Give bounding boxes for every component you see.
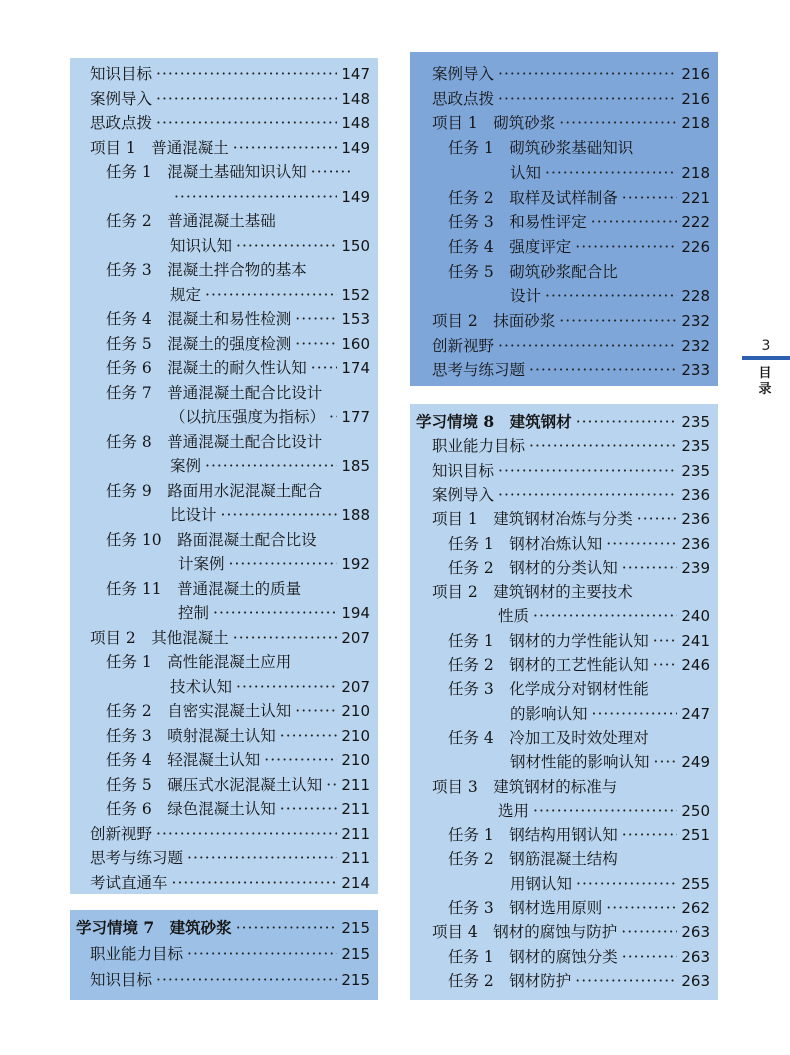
toc-leader-dots [545, 161, 677, 185]
toc-entry-label: 任务 4 轻混凝土认知 [106, 751, 261, 769]
toc-entry-label: 任务 2 钢材的分类认知 [448, 558, 618, 577]
toc-entry-label: 项目 1 建筑钢材冶炼与分类 [432, 510, 633, 529]
toc-entry-page: 216 [681, 65, 710, 83]
toc-entry[interactable] [70, 185, 378, 209]
toc-entry-page: 240 [681, 607, 710, 626]
toc-entry-label: 思考与练习题 [90, 849, 184, 867]
toc-entry-page: 210 [341, 751, 370, 769]
toc-entry[interactable] [410, 847, 718, 871]
toc-entry-label: 任务 2 钢材防护 [448, 971, 572, 990]
toc-entry-label: 技术认知 [170, 677, 233, 696]
toc-entry-label: 任务 6 绿色混凝土认知 [106, 800, 276, 818]
toc-entry[interactable] [70, 942, 378, 966]
side-tab-rule [742, 356, 790, 360]
toc-leader-dots [280, 724, 338, 748]
toc-entry[interactable] [410, 260, 718, 284]
toc-leader-dots [305, 577, 366, 601]
toc-entry-page: 192 [341, 555, 370, 573]
toc-entry-label: 任务 8 普通混凝土配合比设计 [106, 432, 323, 451]
toc-entry[interactable] [410, 459, 718, 483]
toc-leader-dots [156, 62, 337, 86]
toc-leader-dots [576, 410, 678, 434]
toc-entry-label: 任务 3 化学成分对钢材性能 [448, 680, 649, 699]
toc-entry-label: 知识认知 [170, 236, 233, 255]
toc-entry[interactable] [410, 629, 718, 653]
toc-entry-page: 263 [681, 947, 710, 966]
toc-entry[interactable] [410, 507, 718, 531]
toc-leader-dots [622, 556, 678, 580]
toc-entry-label: 创新视野 [432, 336, 495, 355]
toc-entry-label: 任务 1 混凝土基础知识认知 [106, 163, 307, 181]
toc-leader-dots [559, 309, 677, 333]
toc-entry[interactable] [70, 356, 378, 380]
toc-leader-dots [575, 235, 677, 259]
toc-entry[interactable] [70, 62, 378, 86]
toc-entry-label: 任务 3 喷射混凝土认知 [106, 726, 276, 745]
toc-entry-label: 思考与练习题 [432, 361, 526, 380]
toc-entry-label: 钢材性能的影响认知 [510, 753, 650, 772]
toc-entry[interactable] [70, 748, 378, 772]
toc-entry[interactable] [70, 916, 378, 940]
toc-entry-label: （以抗压强度为指标） [170, 408, 326, 426]
toc-entry[interactable] [70, 87, 378, 111]
toc-entry-label: 项目 2 建筑钢材的主要技术 [432, 583, 633, 602]
toc-leader-dots [622, 186, 678, 210]
toc-entry[interactable] [410, 62, 718, 86]
toc-entry-page: 218 [681, 163, 710, 182]
toc-leader-dots [236, 916, 338, 940]
toc-entry-label: 任务 2 取样及试样制备 [448, 188, 618, 207]
toc-entry[interactable] [70, 552, 378, 576]
toc-entry-page: 216 [681, 89, 710, 108]
toc-entry-label: 比设计 [170, 506, 217, 524]
toc-entry[interactable] [410, 186, 718, 210]
toc-entry[interactable] [410, 653, 718, 677]
toc-entry-label: 职业能力目标 [90, 945, 184, 963]
toc-leader-dots [295, 307, 337, 331]
toc-entry[interactable] [410, 556, 718, 580]
toc-entry[interactable] [410, 823, 718, 847]
toc-leader-dots [187, 942, 337, 966]
toc-entry-label: 设计 [510, 287, 542, 306]
toc-leader-dots [156, 111, 337, 135]
toc-entry-page: 247 [681, 704, 710, 723]
toc-entry-label: 任务 1 钢材的力学性能认知 [448, 631, 649, 650]
toc-entry-label: 任务 1 钢材的腐蚀分类 [448, 947, 618, 966]
toc-entry-page: 211 [341, 800, 370, 818]
toc-leader-dots [326, 479, 366, 503]
toc-entry[interactable] [70, 724, 378, 748]
toc-entry-page: 235 [681, 437, 710, 456]
toc-entry[interactable] [70, 234, 378, 258]
toc-entry-page: 215 [341, 919, 370, 937]
toc-chapter7-panel [70, 910, 378, 1000]
toc-leader-dots [622, 945, 678, 969]
toc-entry-page: 148 [341, 89, 370, 108]
toc-leader-dots [311, 258, 366, 282]
toc-entry-label: 案例 [170, 457, 202, 475]
page-number: 3 [761, 338, 771, 354]
toc-entry-page: 149 [341, 187, 370, 206]
toc-entry-label: 项目 1 砌筑砂浆 [432, 114, 556, 133]
toc-entry[interactable] [70, 258, 378, 282]
toc-entry-page: 263 [681, 923, 710, 942]
toc-entry-label: 任务 10 路面混凝土配合比设 [106, 530, 317, 549]
toc-entry-page: 210 [341, 702, 370, 720]
toc-entry[interactable] [70, 503, 378, 527]
toc-leader-dots [326, 381, 366, 405]
toc-leader-dots [172, 871, 338, 895]
toc-entry[interactable] [70, 846, 378, 870]
toc-entry[interactable] [410, 111, 718, 135]
toc-leader-dots [498, 459, 677, 483]
toc-entry[interactable] [410, 532, 718, 556]
toc-entry[interactable] [410, 434, 718, 458]
toc-entry-label: 的影响认知 [510, 704, 588, 723]
toc-entry-page: 215 [341, 945, 370, 963]
toc-entry-label: 案例导入 [90, 89, 153, 108]
toc-entry-page: 211 [341, 849, 370, 867]
toc-leader-dots [545, 284, 677, 308]
toc-entry-page: 147 [341, 65, 370, 83]
toc-entry-label: 规定 [170, 285, 202, 304]
toc-entry[interactable] [410, 604, 718, 628]
toc-entry[interactable] [410, 483, 718, 507]
toc-entry-page: 211 [341, 775, 370, 794]
toc-entry-label: 控制 [178, 604, 210, 622]
toc-leader-dots [621, 775, 706, 799]
toc-entry-page: 153 [341, 310, 370, 328]
toc-entry-label: 案例导入 [432, 65, 495, 83]
toc-leader-dots [187, 846, 337, 870]
toc-right-top-panel [410, 52, 718, 386]
toc-leader-dots [498, 87, 677, 111]
toc-entry-page: 152 [341, 285, 370, 304]
toc-entry-page: 250 [681, 801, 710, 820]
toc-leader-dots [498, 62, 677, 86]
toc-entry[interactable] [410, 702, 718, 726]
toc-entry-page: 232 [681, 336, 710, 355]
toc-leader-dots [213, 601, 337, 625]
toc-leader-dots [533, 799, 677, 823]
toc-leader-dots [637, 580, 706, 604]
toc-entry[interactable] [410, 358, 718, 382]
toc-entry-label: 任务 5 混凝土的强度检测 [106, 334, 292, 353]
toc-entry-label: 知识目标 [90, 65, 153, 83]
toc-leader-dots [233, 136, 338, 160]
toc-entry[interactable] [410, 410, 718, 434]
toc-leader-dots [498, 483, 677, 507]
toc-entry-page: 188 [341, 506, 370, 524]
toc-leader-dots [326, 430, 366, 454]
toc-entry-label: 项目 4 钢材的腐蚀与防护 [432, 923, 618, 942]
toc-entry[interactable] [70, 797, 378, 821]
toc-entry-label: 学习情境 7 建筑砂浆 [76, 918, 232, 937]
toc-entry-page: 241 [681, 631, 710, 650]
toc-entry-label: 项目 3 建筑钢材的标准与 [432, 777, 618, 796]
toc-entry-page: 177 [341, 408, 370, 426]
toc-entry-page: 236 [681, 534, 710, 553]
toc-leader-dots [653, 677, 706, 701]
toc-entry-label: 任务 4 强度评定 [448, 237, 572, 256]
toc-entry-label: 任务 6 混凝土的耐久性认知 [106, 359, 307, 377]
toc-leader-dots [156, 968, 337, 992]
toc-leader-dots [529, 434, 677, 458]
toc-leader-dots [653, 629, 678, 653]
toc-entry[interactable] [70, 577, 378, 601]
toc-entry-page: 211 [341, 824, 370, 843]
toc-entry-label: 任务 9 路面用水泥混凝土配合 [106, 481, 323, 500]
toc-entry-page: 249 [681, 753, 710, 772]
toc-entry-label: 职业能力目标 [432, 437, 526, 456]
toc-chapter8-panel [410, 404, 718, 1000]
toc-leader-dots [264, 748, 337, 772]
toc-entry-label: 任务 1 钢材冶炼认知 [448, 534, 603, 553]
toc-leader-dots [156, 822, 337, 846]
toc-entry-page: 239 [681, 558, 710, 577]
toc-entry[interactable] [410, 161, 718, 185]
toc-entry-page: 235 [681, 413, 710, 431]
toc-leader-dots [295, 650, 366, 674]
toc-entry[interactable] [70, 283, 378, 307]
toc-leader-dots [326, 773, 337, 797]
toc-entry[interactable] [70, 111, 378, 135]
toc-entry-label: 任务 4 冷加工及时效处理对 [448, 728, 649, 747]
toc-entry[interactable] [410, 726, 718, 750]
toc-entry-page: 148 [341, 114, 370, 132]
toc-entry-label: 思政点拨 [432, 89, 495, 108]
toc-entry[interactable] [410, 284, 718, 308]
toc-entry-label: 知识目标 [432, 461, 495, 480]
toc-entry-label: 任务 11 普通混凝土的质量 [106, 579, 302, 598]
toc-leader-dots [576, 872, 677, 896]
toc-entry-page: 214 [341, 873, 370, 892]
toc-entry-page: 210 [341, 726, 370, 745]
toc-entry-page: 194 [341, 604, 370, 622]
toc-entry[interactable] [410, 87, 718, 111]
toc-entry[interactable] [70, 136, 378, 160]
toc-entry-page: 185 [341, 457, 370, 475]
toc-leader-dots [653, 653, 678, 677]
toc-entry-label: 任务 1 砌筑砂浆基础知识 [448, 139, 634, 158]
toc-leader-dots [622, 823, 678, 847]
toc-entry-label: 任务 3 和易性评定 [448, 213, 587, 232]
toc-entry-page: 207 [341, 628, 370, 647]
toc-entry-label: 任务 2 普通混凝土基础 [106, 212, 276, 230]
toc-leader-dots [205, 283, 337, 307]
toc-entry[interactable] [410, 334, 718, 358]
toc-entry[interactable] [410, 750, 718, 774]
toc-entry[interactable] [70, 160, 378, 184]
toc-entry[interactable] [410, 945, 718, 969]
toc-left-panel [70, 58, 378, 894]
toc-entry-label: 任务 5 砌筑砂浆配合比 [448, 262, 618, 281]
toc-entry-label: 任务 5 碾压式水泥混凝土认知 [106, 775, 323, 794]
toc-entry[interactable] [70, 454, 378, 478]
toc-entry[interactable] [70, 699, 378, 723]
toc-leader-dots [280, 209, 366, 233]
toc-entry[interactable] [70, 209, 378, 233]
toc-leader-dots [592, 702, 678, 726]
toc-leader-dots [295, 332, 337, 356]
toc-entry[interactable] [70, 528, 378, 552]
toc-entry[interactable] [410, 920, 718, 944]
toc-entry-page: 235 [681, 461, 710, 480]
toc-leader-dots [311, 160, 351, 184]
toc-entry-page: 251 [681, 826, 710, 845]
toc-leader-dots [221, 503, 338, 527]
toc-entry-label: 任务 3 混凝土拌合物的基本 [106, 261, 307, 279]
toc-entry-label: 项目 2 其他混凝土 [90, 628, 229, 647]
toc-entry[interactable] [70, 405, 378, 429]
toc-leader-dots [311, 356, 338, 380]
toc-entry[interactable] [70, 773, 378, 797]
toc-entry[interactable] [70, 871, 378, 895]
toc-leader-dots [498, 334, 677, 358]
toc-entry[interactable] [70, 430, 378, 454]
side-tab-title: 目录 [758, 366, 772, 397]
toc-entry-label: 计案例 [178, 555, 225, 573]
toc-entry-page: 263 [681, 971, 710, 990]
toc-leader-dots [621, 920, 677, 944]
toc-entry[interactable] [70, 332, 378, 356]
toc-leader-dots [653, 726, 706, 750]
toc-entry[interactable] [70, 822, 378, 846]
toc-leader-dots [233, 626, 338, 650]
toc-entry-label: 性质 [498, 607, 530, 626]
toc-leader-dots [637, 507, 678, 531]
toc-leader-dots [637, 136, 706, 160]
toc-entry[interactable] [410, 799, 718, 823]
toc-entry[interactable] [410, 210, 718, 234]
toc-entry[interactable] [410, 969, 718, 993]
toc-entry[interactable] [410, 896, 718, 920]
toc-entry-page: 233 [681, 361, 710, 380]
toc-leader-dots [205, 454, 337, 478]
toc-entry[interactable] [410, 309, 718, 333]
toc-leader-dots [236, 234, 337, 258]
toc-entry-label: 学习情境 8 建筑钢材 [416, 412, 572, 431]
toc-entry-label: 知识目标 [90, 971, 153, 989]
toc-entry[interactable] [70, 479, 378, 503]
toc-entry-page: 207 [341, 677, 370, 696]
toc-leader-dots [329, 405, 337, 429]
toc-entry[interactable] [70, 675, 378, 699]
toc-leader-dots [622, 847, 706, 871]
toc-leader-dots [591, 210, 678, 234]
toc-entry-page: 232 [681, 312, 710, 330]
toc-leader-dots [156, 87, 337, 111]
toc-leader-dots [559, 111, 677, 135]
toc-entry-label: 用钢认知 [510, 874, 573, 893]
toc-entry-page: 236 [681, 510, 710, 529]
toc-leader-dots [321, 528, 366, 552]
toc-entry-label: 项目 2 抹面砂浆 [432, 312, 556, 330]
toc-entry-label: 任务 1 钢结构用钢认知 [448, 826, 618, 845]
toc-leader-dots [229, 552, 338, 576]
toc-leader-dots [575, 969, 677, 993]
toc-leader-dots [295, 699, 337, 723]
toc-entry-label: 任务 3 钢材选用原则 [448, 899, 603, 917]
toc-entry[interactable] [410, 775, 718, 799]
toc-entry-label: 任务 1 高性能混凝土应用 [106, 653, 292, 671]
toc-entry[interactable] [70, 650, 378, 674]
toc-entry-page: 226 [681, 237, 710, 256]
toc-entry-label: 任务 2 钢筋混凝土结构 [448, 850, 618, 869]
toc-entry-page: 255 [681, 874, 710, 893]
toc-entry-page: 218 [681, 114, 710, 133]
toc-entry[interactable] [410, 235, 718, 259]
toc-leader-dots [622, 260, 706, 284]
toc-entry-page: 246 [681, 656, 710, 674]
toc-entry-page: 160 [341, 334, 370, 353]
toc-entry-page: 150 [341, 236, 370, 255]
toc-entry-label: 案例导入 [432, 485, 495, 504]
toc-leader-dots [606, 532, 677, 556]
toc-entry[interactable] [70, 307, 378, 331]
toc-leader-dots [174, 185, 337, 209]
toc-entry-page: 236 [681, 485, 710, 504]
toc-entry[interactable] [70, 381, 378, 405]
toc-leader-dots [606, 896, 677, 920]
toc-entry-label: 任务 4 混凝土和易性检测 [106, 310, 292, 328]
toc-entry-page: 149 [341, 138, 370, 157]
toc-leader-dots [654, 750, 678, 774]
toc-entry[interactable] [70, 626, 378, 650]
toc-entry[interactable] [410, 872, 718, 896]
toc-entry-label: 认知 [510, 163, 542, 182]
toc-leader-dots [280, 797, 338, 821]
toc-entry-label: 任务 2 自密实混凝土认知 [106, 702, 292, 720]
toc-entry-label: 创新视野 [90, 824, 153, 843]
toc-entry-label: 项目 1 普通混凝土 [90, 138, 229, 157]
toc-entry[interactable] [70, 601, 378, 625]
toc-entry-page: 174 [341, 359, 370, 377]
toc-entry-page: 221 [681, 188, 710, 207]
toc-leader-dots [529, 358, 677, 382]
toc-entry[interactable] [410, 136, 718, 160]
toc-entry-page: 215 [341, 971, 370, 989]
toc-entry-label: 任务 2 钢材的工艺性能认知 [448, 656, 649, 674]
toc-leader-dots [533, 604, 677, 628]
toc-entry-page: 262 [681, 899, 710, 917]
toc-entry[interactable] [70, 968, 378, 992]
toc-entry-label: 选用 [498, 801, 530, 820]
toc-entry-page: 222 [681, 213, 710, 232]
toc-entry[interactable] [410, 580, 718, 604]
toc-leader-dots [236, 675, 337, 699]
toc-entry-label: 考试直通车 [90, 873, 168, 892]
toc-entry-page: 228 [681, 287, 710, 306]
toc-entry-label: 任务 7 普通混凝土配合比设计 [106, 383, 323, 402]
toc-entry-label: 思政点拨 [90, 114, 153, 132]
toc-entry[interactable] [410, 677, 718, 701]
